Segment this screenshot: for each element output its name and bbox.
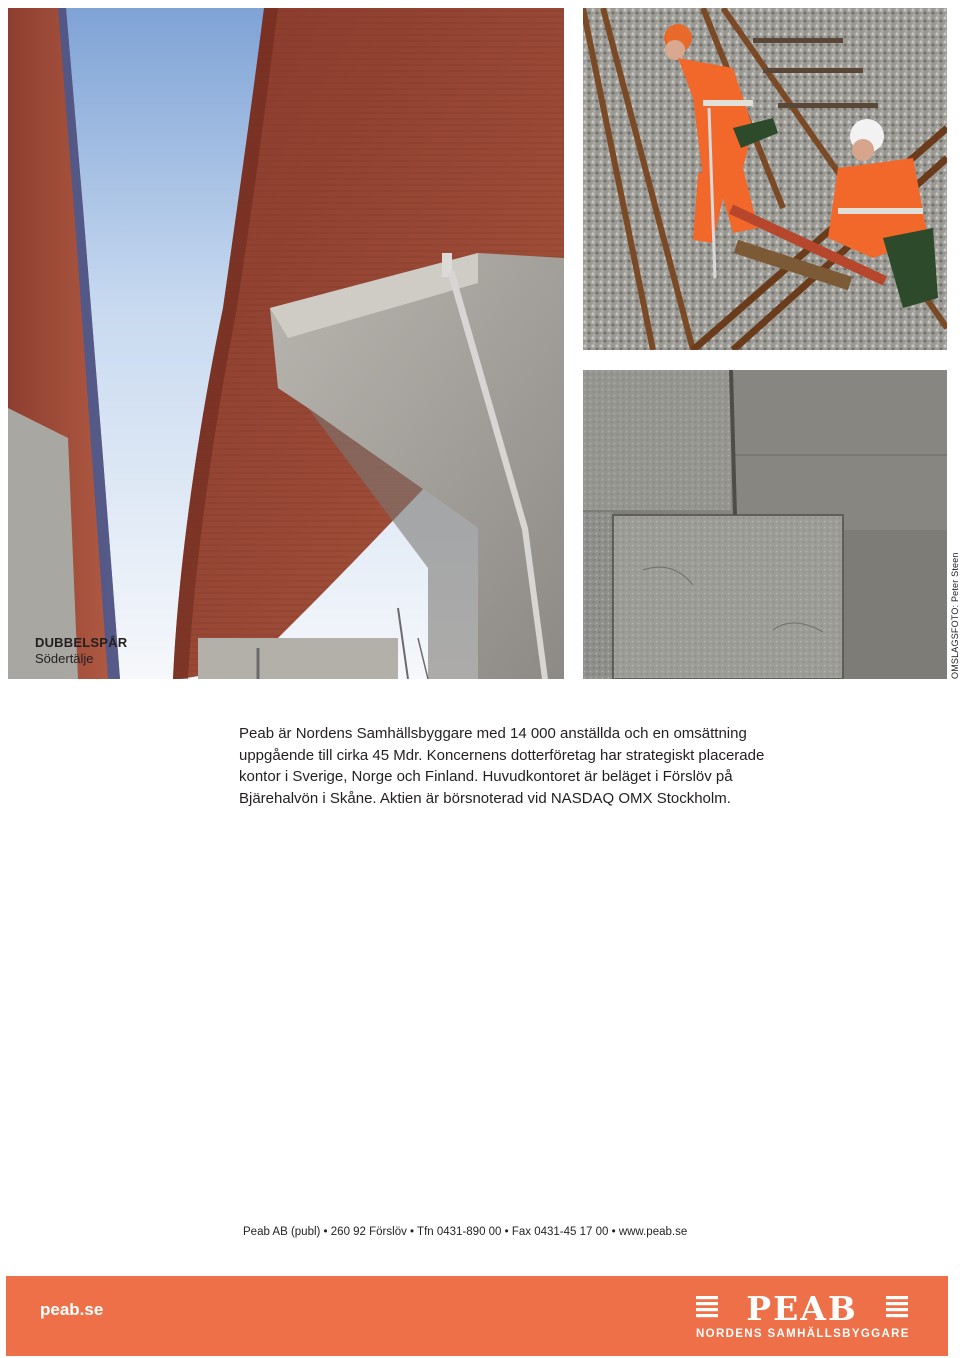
bridge-photo bbox=[8, 8, 564, 679]
stone-wall-photo bbox=[583, 370, 947, 679]
company-address-line: Peab AB (publ) • 260 92 Förslöv • Tfn 0431-890 00 • Fax 0431-45 17 00 • www.peab.se bbox=[243, 1226, 688, 1238]
photo-credit: OMSLAGSFOTO: Peter Steen bbox=[950, 552, 960, 679]
peab-logo-text: PEAB bbox=[746, 1290, 858, 1326]
bridge-caption-location: Södertälje bbox=[35, 651, 94, 666]
bridge-caption bbox=[35, 635, 127, 667]
track-workers-photo bbox=[583, 8, 947, 350]
company-description: Peab är Nordens Samhällsbyggare med 14 000 anställda och en omsättning uppgående till cirka 45 Mdr. Koncernens dotterföretag har strategiskt placerade kontor i Sverige, Norge och Finland. Huvudkontoret är beläget i Förslöv på Bjärehalvön i Skåne. Aktien är börsnoterad vid NASDAQ OMX Stockholm. bbox=[239, 725, 765, 807]
peab-logo bbox=[696, 1290, 908, 1346]
website-link[interactable]: peab.se bbox=[40, 1300, 104, 1319]
footer-band bbox=[6, 1276, 948, 1356]
peab-tagline: NORDENS SAMHÄLLSBYGGARE bbox=[696, 1328, 910, 1340]
bridge-caption-title: DUBBELSPÅR bbox=[35, 635, 128, 650]
